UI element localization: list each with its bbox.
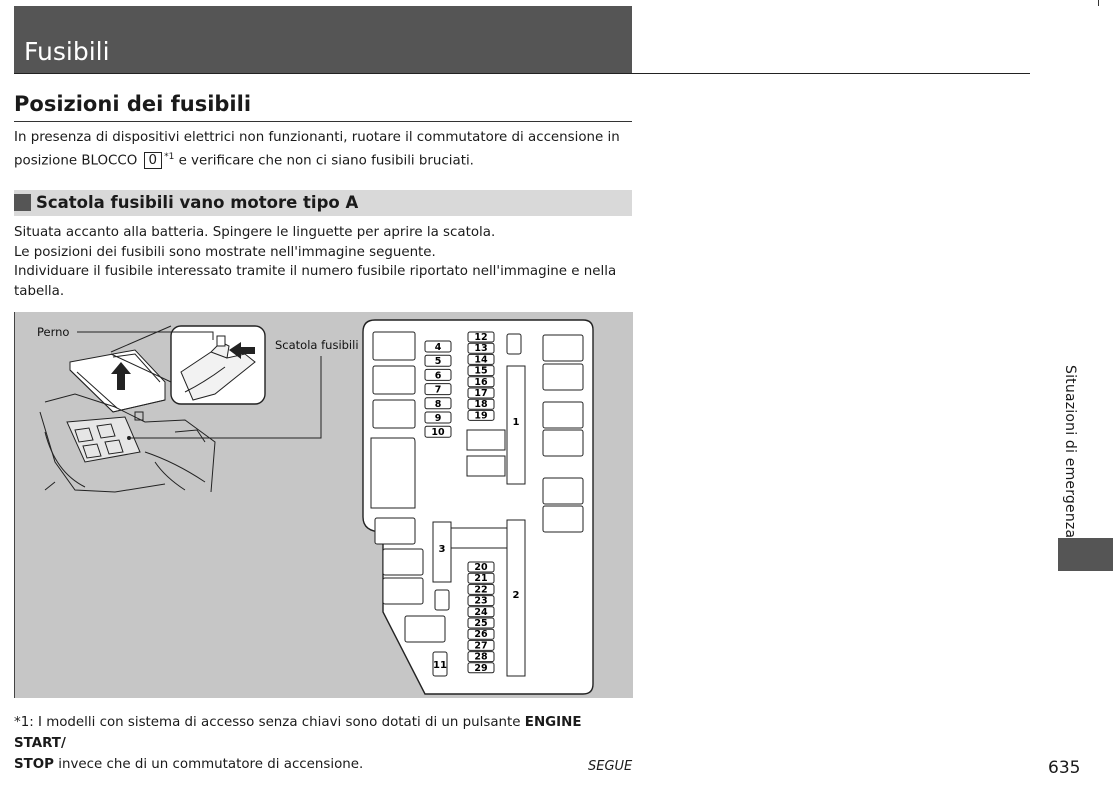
fuse-10-label: 10 xyxy=(431,427,445,439)
perno-label: Perno xyxy=(37,325,70,339)
fuse-16-label: 16 xyxy=(474,376,488,388)
footnote-prefix: *1: I modelli con sistema di accesso senza chiavi sono dotati di un pulsante xyxy=(14,715,521,730)
page-number: 635 xyxy=(1048,758,1081,778)
fuse-29-label: 29 xyxy=(474,662,488,674)
subsection-title: Scatola fusibili vano motore tipo A xyxy=(36,193,359,212)
fuse-box-label: Scatola fusibili xyxy=(275,338,359,352)
fuse-box-figure xyxy=(14,312,633,698)
fuse-6-label: 6 xyxy=(434,370,442,382)
fuse-9-label: 9 xyxy=(434,413,442,424)
fuse-20-label: 20 xyxy=(474,562,488,573)
intro-line2-post: e verificare che non ci siano fusibili bruciati. xyxy=(178,152,474,168)
fuse-24-label: 24 xyxy=(474,606,488,618)
intro-line1: In presenza di dispositivi elettrici non funzionanti, ruotare il commutatore di accensione in xyxy=(14,130,620,145)
body-line: Le posizioni dei fusibili sono mostrate nell'immagine seguente. xyxy=(14,244,436,260)
leader-dot xyxy=(127,436,131,440)
segue-label: SEGUE xyxy=(588,759,633,774)
fuse-19-label: 19 xyxy=(474,410,488,422)
fuse-25-label: 25 xyxy=(474,618,488,629)
side-chapter-label: Situazioni di emergenza xyxy=(1062,365,1078,539)
page-title: Fusibili xyxy=(24,37,110,66)
fuse-15-label: 15 xyxy=(474,365,488,377)
body-line: tabella. xyxy=(14,283,65,299)
fuse-17-label: 17 xyxy=(474,388,488,399)
fuse-28-label: 28 xyxy=(474,651,488,663)
intro-paragraph xyxy=(14,128,629,170)
fuse-column-upper xyxy=(468,332,494,421)
body-paragraph xyxy=(14,223,629,301)
footnote-suffix: invece che di un commutatore di accensione. xyxy=(58,757,364,772)
fuse-14-label: 14 xyxy=(474,354,488,366)
footnote-bold1: ENGINE START/ xyxy=(14,715,582,751)
intro-line2-pre: posizione BLOCCO xyxy=(14,152,138,168)
footnote-bold2: STOP xyxy=(14,757,54,772)
corner-mark xyxy=(1098,0,1099,6)
fuse-11-label: 11 xyxy=(433,660,447,671)
body-line: Individuare il fusibile interessato tramite il numero fusibile riportato nell'immagine e nella xyxy=(14,264,617,279)
subsection-square-icon xyxy=(14,194,31,211)
header-rule xyxy=(14,73,1030,74)
fuse-22-label: 22 xyxy=(474,584,488,596)
fuse-12-label: 12 xyxy=(474,332,488,343)
fuse-18-label: 18 xyxy=(474,399,488,411)
fuse-13-label: 13 xyxy=(474,343,488,355)
fuse-27-label: 27 xyxy=(474,640,488,652)
fuse-5-label: 5 xyxy=(434,356,442,368)
big-fuse-1-label: 1 xyxy=(512,417,520,428)
footnote xyxy=(14,712,634,775)
fuse-box-diagram xyxy=(15,312,633,698)
fuse-column-lower xyxy=(468,562,494,674)
side-chapter-tab xyxy=(1058,538,1113,571)
big-fuse-2-label: 2 xyxy=(512,590,520,601)
lock-position-box: 0 xyxy=(144,152,163,169)
fuse-4-label: 4 xyxy=(434,342,442,353)
section-rule xyxy=(14,121,632,122)
body-line: Situata accanto alla batteria. Spingere le linguette per aprire la scatola. xyxy=(14,225,496,240)
fuse-23-label: 23 xyxy=(474,595,488,607)
fuse-7-label: 7 xyxy=(434,384,442,396)
fuse-21-label: 21 xyxy=(474,573,488,585)
footnote-ref: *1 xyxy=(164,151,175,162)
fuse-26-label: 26 xyxy=(474,629,488,641)
fuse-8-label: 8 xyxy=(434,398,442,410)
big-fuse-3-label: 3 xyxy=(438,544,446,555)
section-title: Posizioni dei fusibili xyxy=(14,92,252,116)
